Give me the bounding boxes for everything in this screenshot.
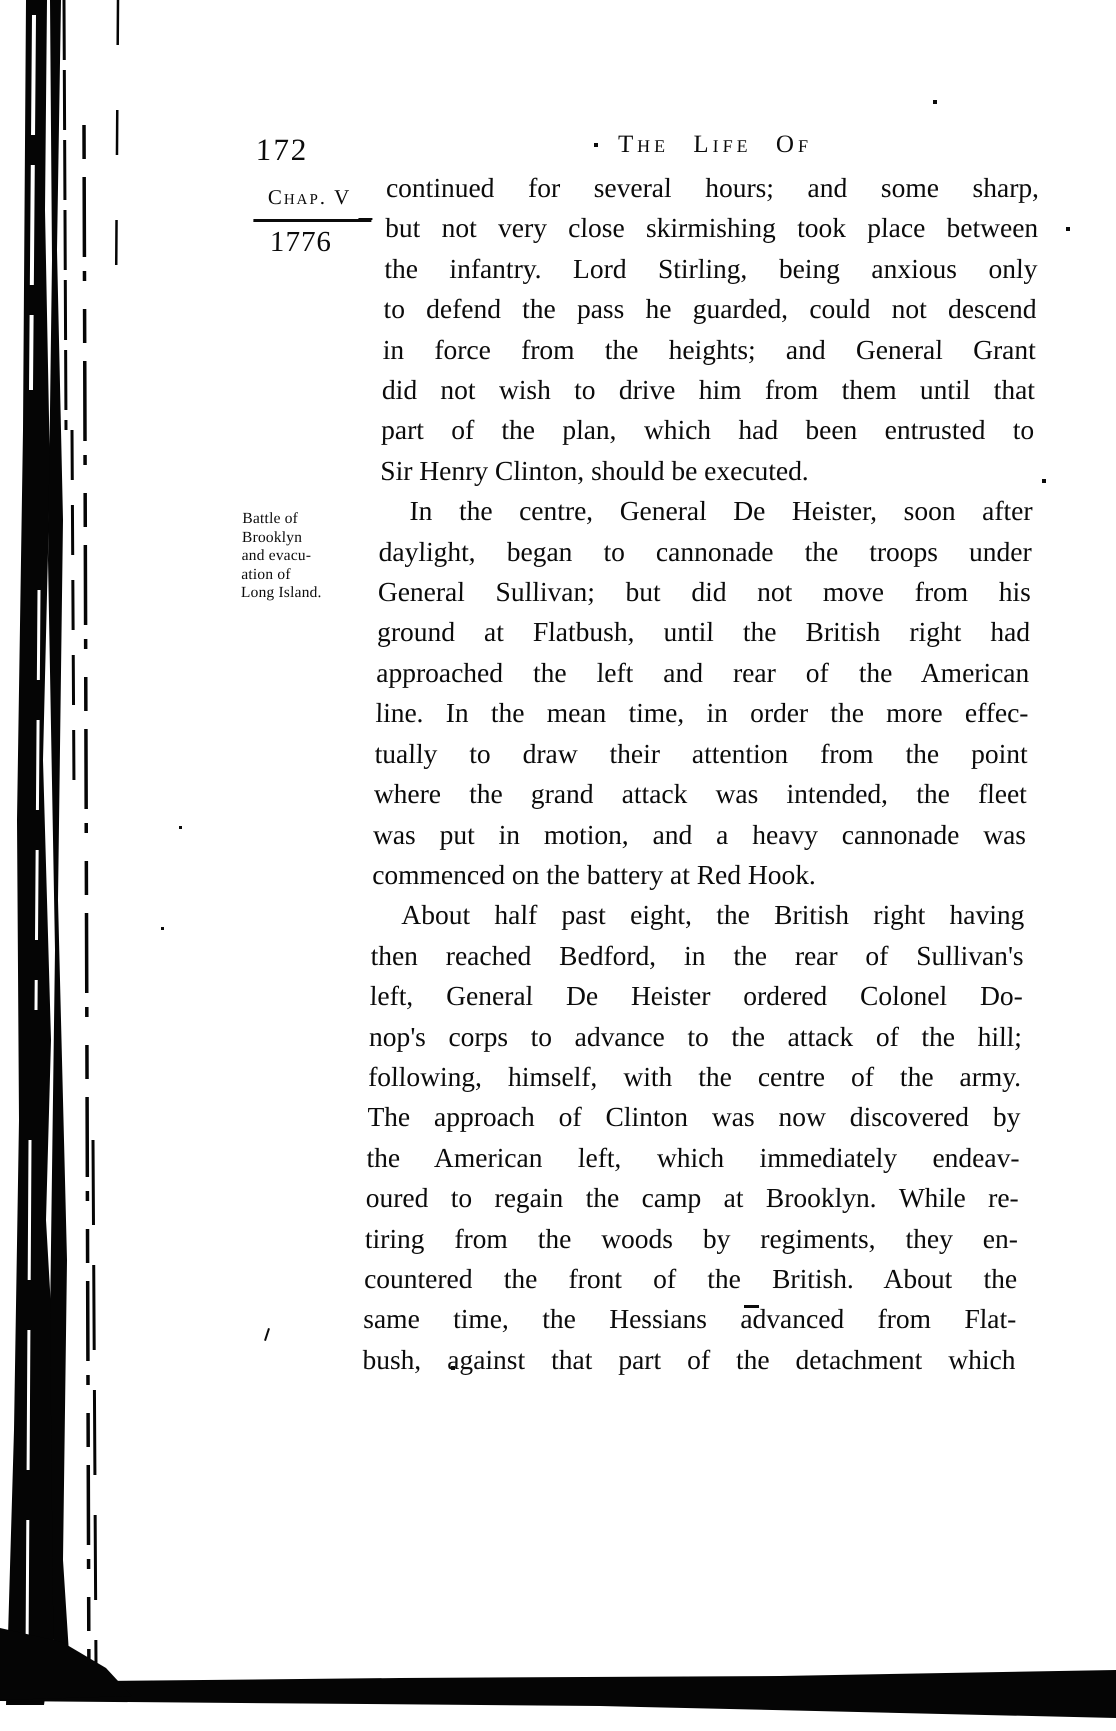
text-line: the American left, which immediately endeav- <box>366 1141 1020 1173</box>
text-line: ground at Flatbush, until the British right had <box>376 616 1031 648</box>
chapter-rule-tick <box>358 218 372 220</box>
text-line: bush, against that part of the detachment which <box>362 1343 1016 1375</box>
margin-note-line: and evacu- <box>241 547 312 565</box>
text-line: continued for several hours; and some sharp, <box>385 172 1040 203</box>
chapter-rule <box>253 219 371 222</box>
text-line: where the grand attack was intended, the fleet <box>373 778 1028 810</box>
text-line: the infantry. Lord Stirling, being anxious only <box>384 252 1038 284</box>
running-header: The Life Of <box>617 131 813 158</box>
text-line: did not wish to drive him from them until that <box>381 374 1036 406</box>
text-line: tiring from the woods by regiments, they en- <box>364 1222 1019 1254</box>
text-line: same time, the Hessians advanced from Flat- <box>363 1303 1017 1335</box>
text-line: then reached Bedford, in the rear of Sullivan's <box>370 939 1024 971</box>
text-line: approached the left and rear of the American <box>376 656 1030 688</box>
text-line: in force from the heights; and General Grant <box>382 333 1037 365</box>
chapter-label: Chap. V <box>267 185 352 209</box>
text-line: nop's corps to advance to the attack of the hill; <box>368 1020 1023 1052</box>
text-line: left, General De Heister ordered Colonel Do- <box>369 980 1024 1012</box>
text-line: commenced on the battery at Red Hook. <box>371 858 817 890</box>
text-line: General Sullivan; but did not move from his <box>377 576 1032 608</box>
text-line: About half past eight, the British right having <box>401 899 1025 931</box>
text-line: to defend the pass he guarded, could not descend <box>383 293 1037 325</box>
text-line: tually to draw their attention from the point <box>374 737 1029 769</box>
text-line: daylight, began to cannonade the troops under <box>378 535 1033 567</box>
text-line: was put in motion, and a heavy cannonade was <box>372 818 1027 850</box>
text-line: In the centre, General De Heister, soon after <box>409 495 1033 527</box>
text-line: Sir Henry Clinton, should be executed. <box>380 454 810 486</box>
text-line: but not very close skirmishing took place between <box>384 212 1039 244</box>
text-line: line. In the mean time, in order the more effec- <box>375 697 1029 729</box>
text-line: part of the plan, which had been entrusted to <box>380 414 1035 446</box>
text-line: following, himself, with the centre of the army. <box>367 1060 1022 1092</box>
year-label: 1776 <box>269 226 333 258</box>
margin-note <box>241 510 363 603</box>
margin-note-line: Battle of <box>242 510 299 527</box>
margin-note-line: ation of <box>241 565 291 583</box>
text-line: countered the front of the British. About the <box>363 1262 1018 1294</box>
text-line: The approach of Clinton was now discovered by <box>367 1101 1021 1133</box>
margin-note-line: Long Island. <box>240 584 322 602</box>
text-line: oured to regain the camp at Brooklyn. While re- <box>365 1182 1020 1214</box>
body-text <box>362 168 1039 1380</box>
page-number: 172 <box>255 132 309 167</box>
margin-note-line: Brooklyn <box>241 528 303 546</box>
